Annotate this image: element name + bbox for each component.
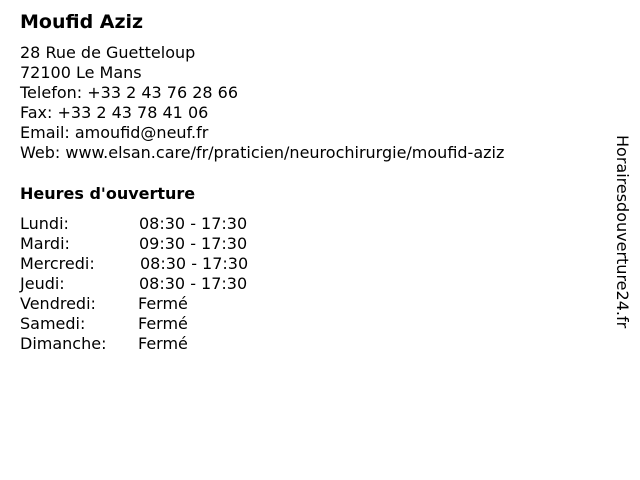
day-label: Jeudi: [20, 274, 65, 293]
time-value: Fermé [138, 314, 188, 333]
time-value: 08:30 - 17:30 [140, 254, 249, 273]
city-postal: 72100 Le Mans [20, 63, 142, 82]
time-value: Fermé [138, 294, 188, 313]
email-address: Email: amoufid@neuf.fr [20, 123, 209, 142]
phone-number: Telefon: +33 2 43 76 28 66 [20, 83, 239, 102]
opening-hours-heading: Heures d'ouverture [20, 184, 196, 203]
contact-block [20, 43, 504, 163]
day-label: Mercredi: [20, 254, 95, 273]
time-value: Fermé [138, 334, 188, 353]
day-label: Mardi: [20, 234, 70, 253]
day-label: Vendredi: [20, 294, 96, 313]
time-value: 08:30 - 17:30 [139, 274, 248, 293]
website-url: Web: www.elsan.care/fr/praticien/neurochirurgie/moufid-aziz [20, 143, 505, 162]
day-label: Lundi: [20, 214, 69, 233]
fax-number: Fax: +33 2 43 78 41 06 [20, 103, 209, 122]
street-address: 28 Rue de Guetteloup [20, 43, 196, 62]
time-value: 08:30 - 17:30 [139, 214, 248, 233]
site-watermark: Horairesdouverture24.fr [613, 135, 632, 329]
day-label: Dimanche: [20, 334, 107, 353]
time-value: 09:30 - 17:30 [139, 234, 248, 253]
day-label: Samedi: [20, 314, 86, 333]
practitioner-name: Moufid Aziz [20, 11, 144, 33]
